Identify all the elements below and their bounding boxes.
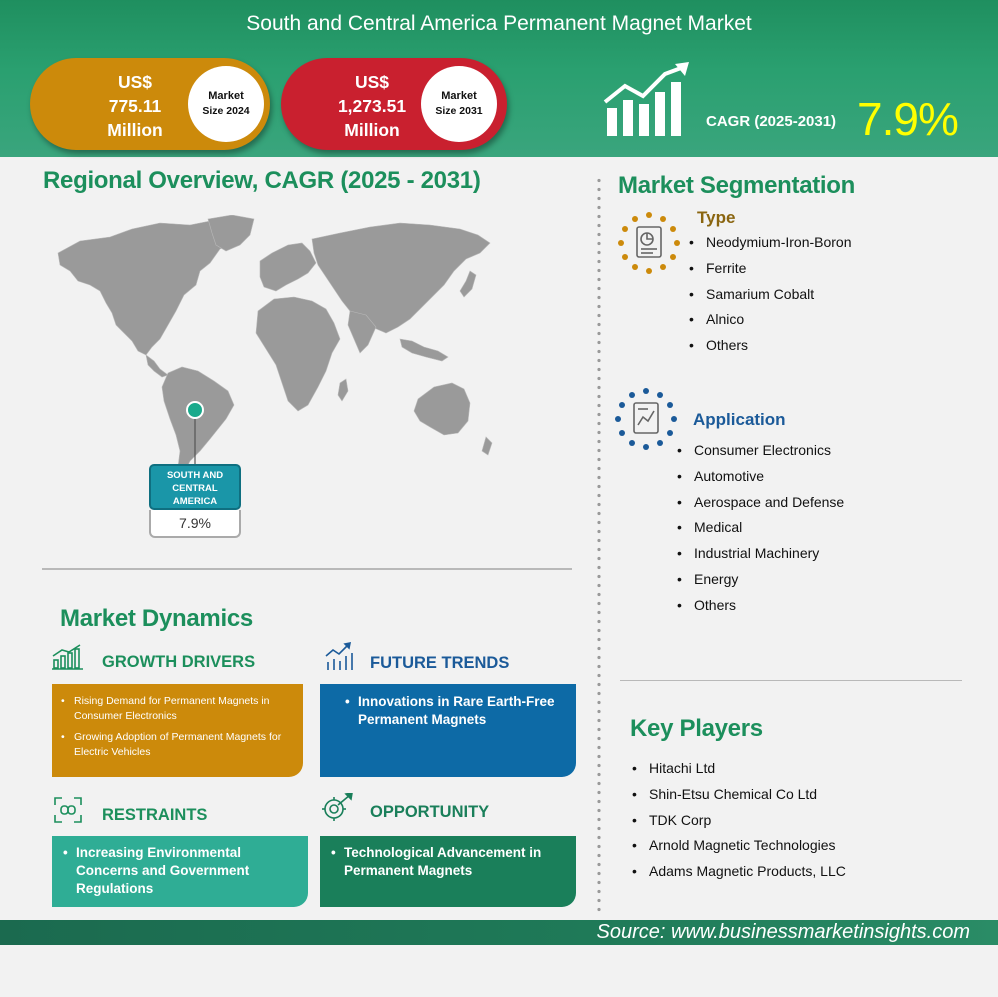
list-item: • Others xyxy=(706,337,852,363)
list-item: • TDK Corp xyxy=(649,812,846,838)
market-size-2031-pill xyxy=(281,58,507,150)
growth-chart-icon xyxy=(603,62,691,138)
list-item: • Rising Demand for Permanent Magnets in Consumer Electronics xyxy=(74,694,293,723)
market-size-2031-label: Market Size 2031 xyxy=(421,66,497,142)
page-title: South and Central America Permanent Magnet Market xyxy=(246,12,752,35)
header-banner xyxy=(0,0,998,157)
list-item: • Aerospace and Defense xyxy=(694,494,844,520)
type-heading: Type xyxy=(697,208,736,227)
list-item: • Alnico xyxy=(706,311,852,337)
list-item: • Neodymium-Iron-Boron xyxy=(706,234,852,260)
application-segment-icon xyxy=(614,387,678,451)
list-item: • Arnold Magnetic Technologies xyxy=(649,837,846,863)
application-list xyxy=(694,442,844,623)
opportunity-box xyxy=(320,836,576,907)
vertical-divider xyxy=(597,176,601,912)
key-players-title: Key Players xyxy=(630,715,763,742)
list-item: • Ferrite xyxy=(706,260,852,286)
restraints-heading: RESTRAINTS xyxy=(102,806,208,824)
restraints-box xyxy=(52,836,308,907)
future-trends-icon xyxy=(324,642,356,672)
list-item: • Medical xyxy=(694,519,844,545)
list-item: • Energy xyxy=(694,571,844,597)
future-trends-box xyxy=(320,684,576,777)
list-item: • Innovations in Rare Earth-Free Permanent Magnets xyxy=(358,693,564,729)
list-item: • Technological Advancement in Permanent Magnets xyxy=(344,844,564,880)
market-size-2024-value: US$ 775.11 Million xyxy=(107,72,163,140)
list-item: • Adams Magnetic Products, LLC xyxy=(649,863,846,889)
restraints-icon xyxy=(52,795,84,825)
future-trends-heading: FUTURE TRENDS xyxy=(370,654,510,672)
type-segment-icon xyxy=(617,211,681,275)
list-item: • Automotive xyxy=(694,468,844,494)
region-cagr-value: 7.9% xyxy=(149,510,241,538)
region-marker xyxy=(187,402,203,418)
section-divider xyxy=(620,680,962,681)
opportunity-icon xyxy=(320,793,354,823)
growth-drivers-heading: GROWTH DRIVERS xyxy=(102,653,256,671)
list-item: • Samarium Cobalt xyxy=(706,286,852,312)
type-list xyxy=(706,234,852,363)
cagr-label: CAGR (2025-2031) xyxy=(706,113,837,130)
market-size-2031-value: US$ 1,273.51 Million xyxy=(337,72,407,140)
market-size-2024-label: Market Size 2024 xyxy=(188,66,264,142)
list-item: • Industrial Machinery xyxy=(694,545,844,571)
list-item: • Consumer Electronics xyxy=(694,442,844,468)
section-divider xyxy=(42,568,572,570)
market-segmentation-title: Market Segmentation xyxy=(618,172,856,199)
regional-overview-title: Regional Overview, CAGR (2025 - 2031) xyxy=(43,167,481,194)
source-text: Source: www.businessmarketinsights.com xyxy=(596,921,970,943)
key-players-list xyxy=(649,760,846,889)
growth-drivers-box xyxy=(52,684,303,777)
list-item: • Others xyxy=(694,597,844,623)
market-dynamics-title: Market Dynamics xyxy=(60,605,253,632)
cagr-value: 7.9% xyxy=(857,93,958,145)
opportunity-heading: OPPORTUNITY xyxy=(370,803,490,821)
application-heading: Application xyxy=(693,410,786,429)
list-item: • Hitachi Ltd xyxy=(649,760,846,786)
market-size-2024-pill xyxy=(30,58,270,150)
list-item: • Increasing Environmental Concerns and Government Regulations xyxy=(76,844,296,898)
growth-drivers-icon xyxy=(52,644,84,670)
list-item: • Growing Adoption of Permanent Magnets for Electric Vehicles xyxy=(74,730,293,759)
footer-bar xyxy=(0,920,998,945)
region-label: SOUTH AND CENTRAL AMERICA xyxy=(149,464,241,510)
list-item: • Shin-Etsu Chemical Co Ltd xyxy=(649,786,846,812)
world-map xyxy=(50,215,500,475)
